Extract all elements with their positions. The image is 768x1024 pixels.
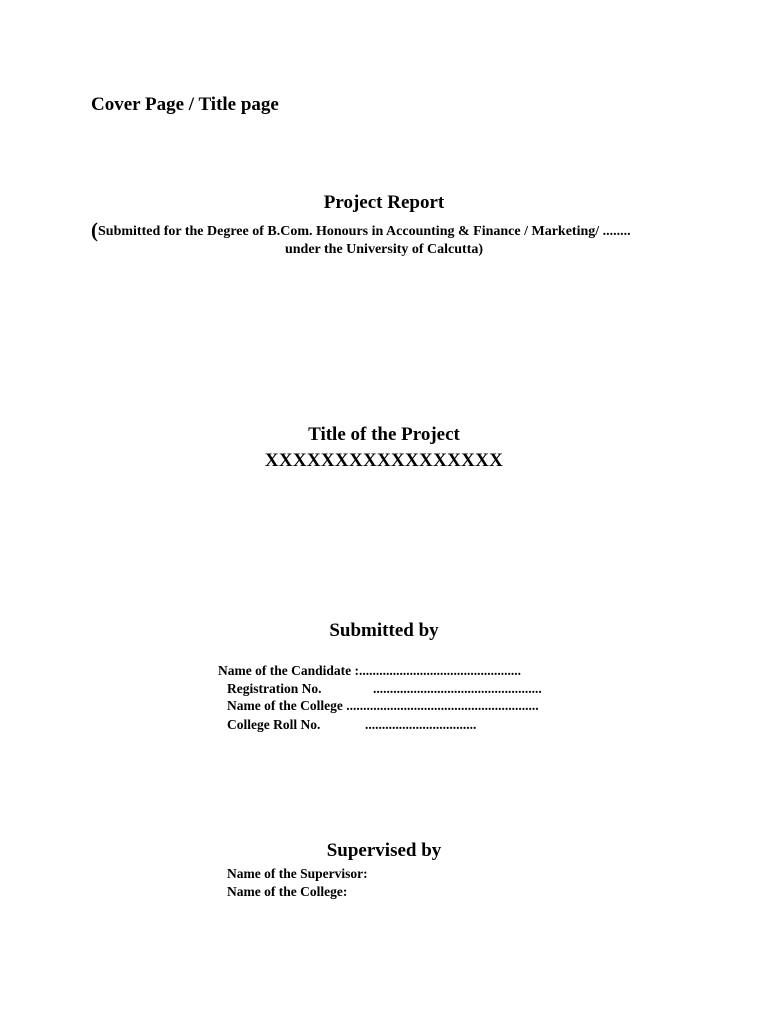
open-parenthesis: ( — [91, 218, 98, 242]
college-roll-label: College Roll No. — [227, 717, 321, 732]
supervisor-college-field: Name of the College: — [227, 884, 348, 899]
degree-text: Submitted for the Degree of B.Com. Honours in Accounting & Finance / Marketing/ ........ — [98, 224, 631, 239]
project-report-heading: Project Report — [323, 192, 445, 213]
degree-line-2: under the University of Calcutta) — [284, 242, 484, 257]
supervisor-name-field: Name of the Supervisor: — [227, 866, 368, 881]
cover-page-label: Cover Page / Title page — [91, 94, 279, 115]
candidate-name-field: Name of the Candidate :................................................ — [218, 663, 521, 678]
registration-label: Registration No. — [227, 681, 322, 696]
degree-line-1 — [91, 218, 631, 243]
college-name-field: Name of the College ......................................................... — [227, 698, 539, 713]
supervised-by-heading: Supervised by — [326, 840, 442, 861]
project-title-heading: Title of the Project — [308, 424, 460, 445]
submitted-by-heading: Submitted by — [329, 620, 439, 641]
registration-dots: .................................................. — [373, 681, 542, 696]
project-title-value: XXXXXXXXXXXXXXXXX — [264, 450, 504, 471]
college-roll-dots: ................................. — [365, 717, 477, 732]
